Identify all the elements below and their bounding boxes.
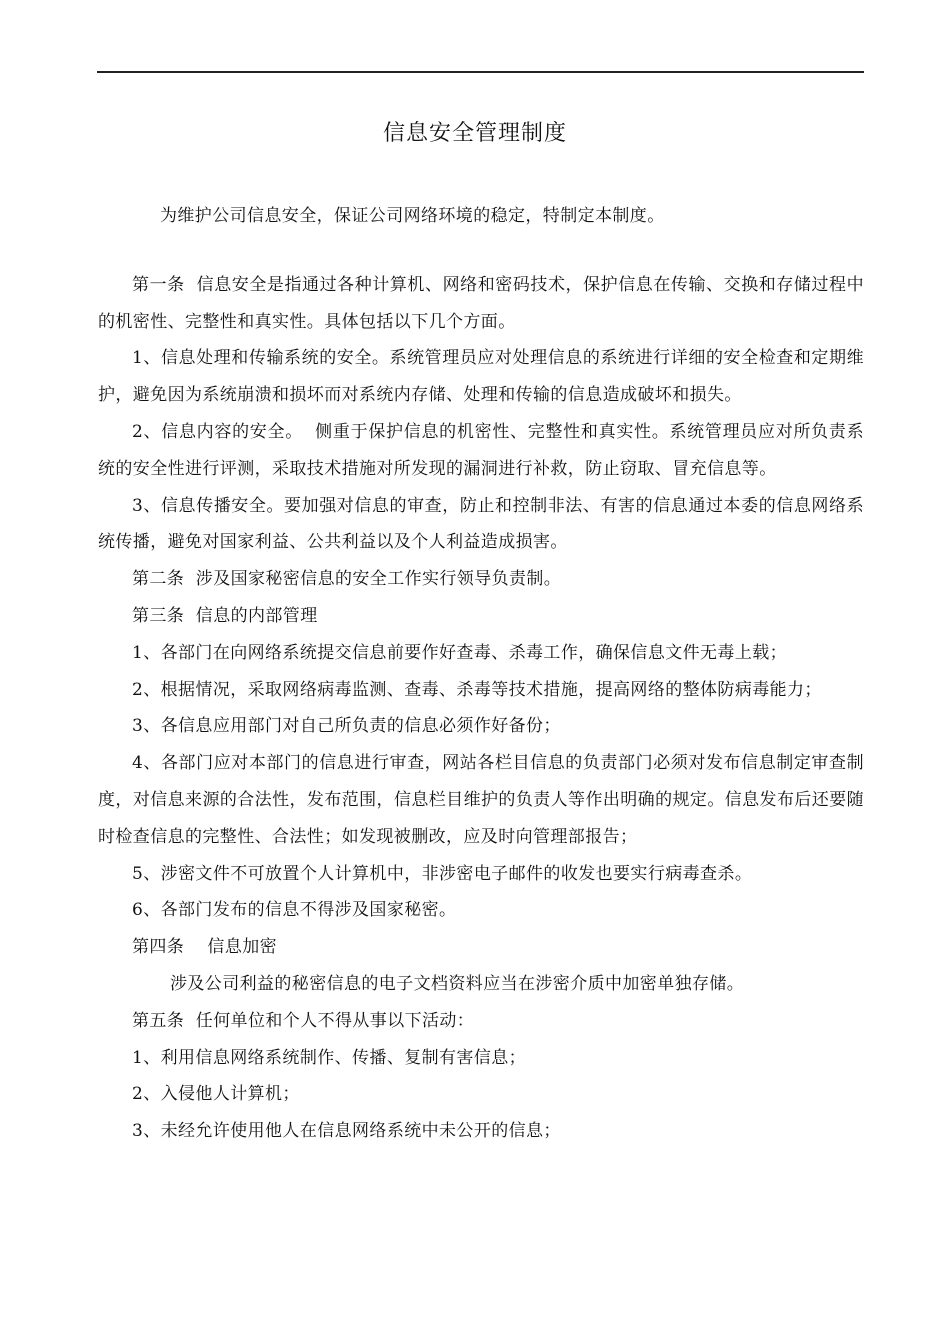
- article-1-paragraph: 第一条 信息安全是指通过各种计算机、网络和密码技术，保护信息在传输、交换和存储过程中的机密性、完整性和真实性。具体包括以下几个方面。: [98, 274, 864, 332]
- article-5-heading: 第五条 任何单位和个人不得从事以下活动：: [132, 1010, 475, 1031]
- article-1-item-1: 1、信息处理和传输系统的安全。系统管理员应对处理信息的系统进行详细的安全检查和定期维护，避免因为系统崩溃和损坏而对系统内存储、处理和传输的信息造成破坏和损失。: [98, 348, 864, 406]
- article-5-item-2: 2、入侵他人计算机；: [132, 1084, 300, 1105]
- document-title: 信息安全管理制度: [382, 121, 567, 146]
- article-4-heading: 第四条 信息加密: [132, 937, 278, 958]
- article-2-paragraph: 第二条 涉及国家秘密信息的安全工作实行领导负责制。: [132, 569, 562, 590]
- document-body: [98, 198, 864, 1150]
- article-5-item-3: 3、未经允许使用他人在信息网络系统中未公开的信息；: [132, 1121, 561, 1142]
- article-3-heading: 第三条 信息的内部管理: [132, 605, 318, 626]
- article-4-paragraph: 涉及公司利益的秘密信息的电子文档资料应当在涉密介质中加密单独存储。: [170, 973, 745, 994]
- article-3-item-6: 6、各部门发布的信息不得涉及国家秘密。: [132, 900, 457, 921]
- intro-paragraph: 为维护公司信息安全，保证公司网络环境的稳定，特制定本制度。: [160, 206, 665, 226]
- article-1-item-2: 2、信息内容的安全。 侧重于保护信息的机密性、完整性和真实性。系统管理员应对所负责系统的安全性进行评测，采取技术措施对所发现的漏洞进行补救，防止窃取、冒充信息等。: [98, 421, 864, 479]
- header-rule: [97, 71, 864, 73]
- article-3-item-4: 4、各部门应对本部门的信息进行审查，网站各栏目信息的负责部门必须对发布信息制定审查制度，对信息来源的合法性，发布范围，信息栏目维护的负责人等作出明确的规定。信息发布后还要随时检查信息的完整性、合法性；如发现被删改，应及时向管理部报告；: [98, 753, 864, 847]
- article-3-item-5: 5、涉密文件不可放置个人计算机中，非涉密电子邮件的收发也要实行病毒查杀。: [132, 863, 753, 884]
- article-3-item-1: 1、各部门在向网络系统提交信息前要作好查毒、杀毒工作，确保信息文件无毒上载；: [132, 642, 788, 663]
- article-3-item-2: 2、根据情况，采取网络病毒监测、查毒、杀毒等技术措施，提高网络的整体防病毒能力；: [132, 679, 822, 700]
- article-5-item-1: 1、利用信息网络系统制作、传播、复制有害信息；: [132, 1047, 527, 1068]
- article-1-item-3: 3、信息传播安全。要加强对信息的审查，防止和控制非法、有害的信息通过本委的信息网络系统传播，避免对国家利益、公共利益以及个人利益造成损害。: [98, 495, 864, 553]
- article-3-item-3: 3、各信息应用部门对自己所负责的信息必须作好备份；: [132, 716, 561, 737]
